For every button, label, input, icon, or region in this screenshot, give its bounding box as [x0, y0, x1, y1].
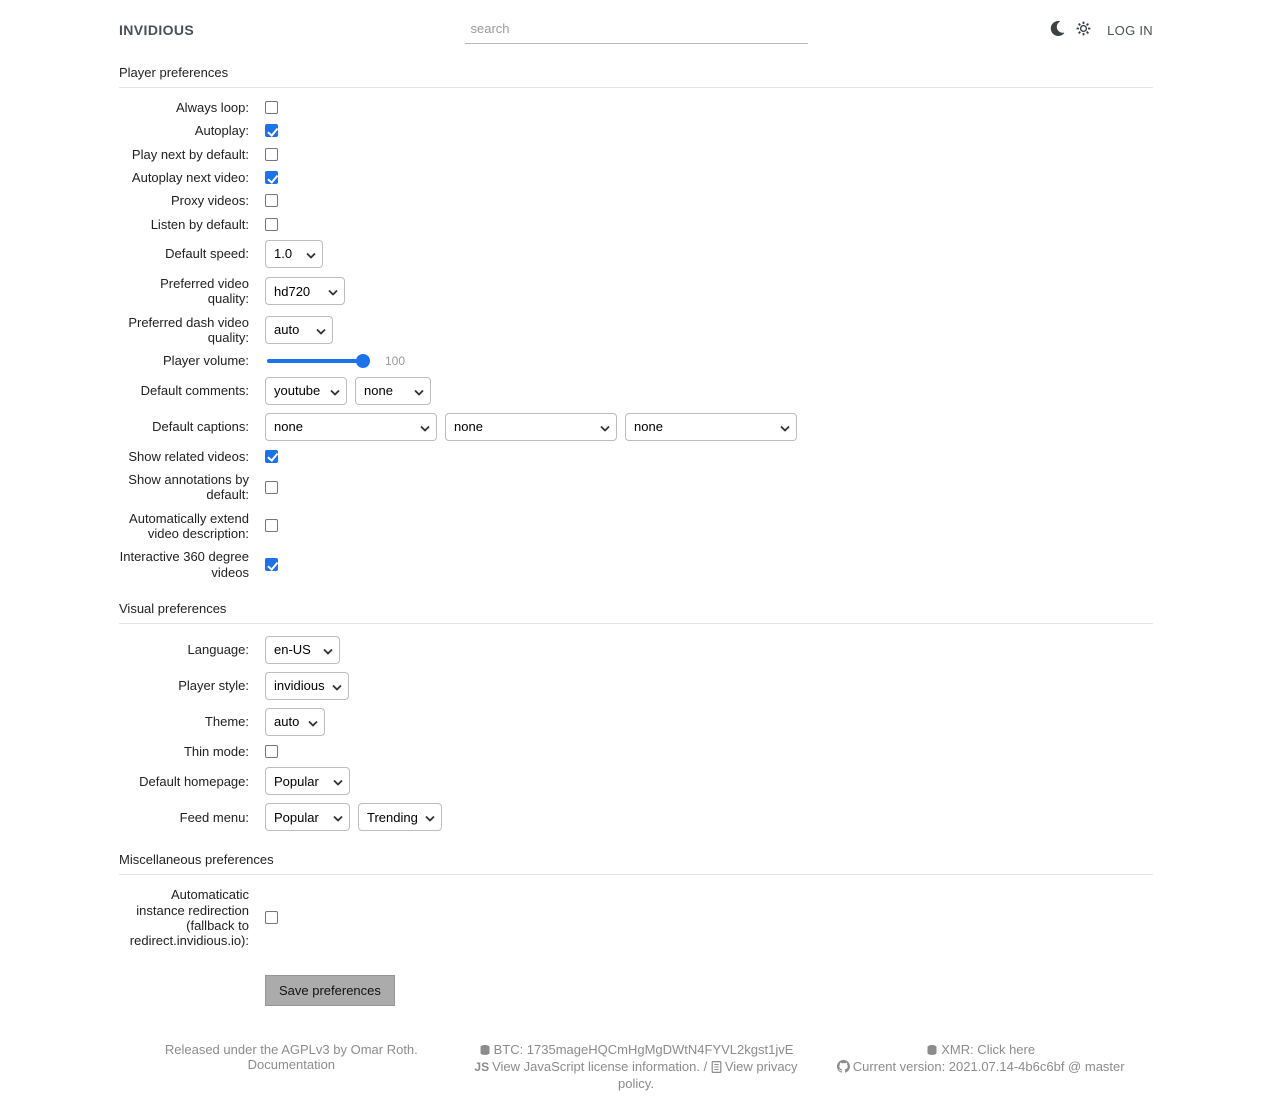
footer-middle: [464, 1042, 809, 1092]
homepage-select[interactable]: [265, 767, 350, 795]
version-text: Current version: 2021.07.14-4b6c6bf @ master: [852, 1058, 1125, 1074]
gear-icon: [1076, 21, 1091, 39]
pref-row-extend-description: [119, 511, 1153, 542]
log-in-link[interactable]: LOG IN: [1107, 22, 1153, 38]
autoplay-label: Autoplay:: [194, 123, 249, 139]
pref-row-annotations: [119, 472, 1153, 503]
save-preferences-button[interactable]: Save preferences: [265, 975, 395, 1006]
default-speed-label: Default speed:: [165, 246, 249, 262]
feed-menu-label: Feed menu:: [179, 809, 249, 825]
proxy-videos-checkbox[interactable]: [265, 194, 278, 207]
video-quality-select[interactable]: [265, 277, 345, 305]
annotations-checkbox[interactable]: [265, 481, 278, 494]
autoplay-next-label: Autoplay next video:: [131, 169, 249, 185]
volume-label: Player volume:: [163, 353, 249, 369]
comments-label: Default comments:: [140, 382, 249, 398]
topbar-actions: [903, 21, 1153, 39]
pref-row-thin-mode: [119, 744, 1153, 759]
thin-mode-label: Thin mode:: [183, 743, 249, 759]
extend-description-checkbox[interactable]: [265, 519, 278, 532]
vr360-label: Interactive 360 degree videos: [119, 549, 249, 580]
pref-row-homepage: [119, 767, 1153, 795]
pref-row-feed-menu: [119, 803, 1153, 831]
theme-label: Theme:: [204, 714, 249, 730]
pref-row-language: [119, 636, 1153, 664]
xmr-link[interactable]: XMR: Click here: [941, 1041, 1036, 1057]
theme-select[interactable]: [265, 708, 325, 736]
pref-row-play-next: [119, 147, 1153, 162]
js-icon: JS: [474, 1059, 490, 1074]
section-title-player: Player preferences: [119, 65, 1153, 88]
privacy-policy-link[interactable]: View privacy policy.: [618, 1058, 798, 1092]
dark-mode-toggle[interactable]: [1050, 21, 1065, 39]
moon-icon: [1050, 21, 1065, 39]
autoplay-checkbox[interactable]: [265, 124, 278, 137]
annotations-label: Show annotations by default:: [128, 471, 249, 503]
vr360-checkbox[interactable]: [265, 558, 278, 571]
footer-left: [119, 1042, 464, 1092]
captions-third-select[interactable]: [625, 413, 797, 441]
proxy-videos-label: Proxy videos:: [170, 193, 249, 209]
pref-row-video-quality: [119, 276, 1153, 307]
comments-second-select[interactable]: [355, 377, 431, 405]
listen-default-checkbox[interactable]: [265, 218, 278, 231]
pref-row-autoplay-next: [119, 170, 1153, 185]
pref-row-theme: [119, 708, 1153, 736]
preferences-button[interactable]: [1076, 21, 1091, 39]
pref-row-listen-default: [119, 217, 1153, 232]
footer-separator: /: [703, 1058, 708, 1074]
volume-value: 100: [385, 353, 406, 368]
thin-mode-checkbox[interactable]: [265, 745, 278, 758]
pref-row-captions: [119, 413, 1153, 441]
captions-label: Default captions:: [152, 418, 249, 434]
listen-default-label: Listen by default:: [150, 216, 249, 232]
pref-row-related-videos: [119, 449, 1153, 464]
section-title-misc: Miscellaneous preferences: [119, 852, 1153, 875]
top-navbar: [119, 0, 1153, 44]
player-style-label: Player style:: [178, 678, 249, 694]
slider-thumb[interactable]: [356, 354, 370, 368]
dash-quality-label: Preferred dash video quality:: [128, 314, 249, 345]
feed-menu-second-select[interactable]: [358, 803, 442, 831]
pref-row-volume: [119, 353, 1153, 368]
comments-first-select[interactable]: [265, 377, 347, 405]
file-icon: [711, 1061, 722, 1076]
extend-description-label: Automatically extend video description:: [129, 510, 249, 541]
documentation-link[interactable]: Documentation: [247, 1056, 336, 1072]
play-next-checkbox[interactable]: [265, 148, 278, 161]
search-area: [369, 16, 903, 44]
pref-row-vr360: [119, 549, 1153, 580]
language-label: Language:: [187, 642, 249, 658]
js-license-link[interactable]: View JavaScript license information.: [492, 1058, 700, 1074]
dash-quality-select[interactable]: [265, 316, 333, 344]
coin-icon: [926, 1044, 938, 1059]
pref-row-dash-quality: [119, 315, 1153, 346]
github-icon: [837, 1061, 850, 1076]
coin-icon: [479, 1044, 491, 1059]
footer-license-text: Released under the AGPLv3 by Omar Roth.: [164, 1041, 418, 1057]
related-videos-label: Show related videos:: [128, 448, 249, 464]
pref-row-autoplay: [119, 123, 1153, 138]
homepage-label: Default homepage:: [139, 773, 249, 789]
autoplay-next-checkbox[interactable]: [265, 171, 278, 184]
language-select[interactable]: [265, 636, 340, 664]
always-loop-label: Always loop:: [176, 100, 249, 115]
captions-second-select[interactable]: [445, 413, 617, 441]
section-title-visual: Visual preferences: [119, 601, 1153, 624]
pref-row-player-style: [119, 672, 1153, 700]
default-speed-select[interactable]: [265, 240, 323, 268]
pref-row-default-speed: [119, 240, 1153, 268]
player-style-select[interactable]: [265, 672, 349, 700]
feed-menu-first-select[interactable]: [265, 803, 350, 831]
pref-row-always-loop: [119, 100, 1153, 115]
pref-row-instance-redirect: [119, 887, 1153, 948]
btc-address: BTC: 1735mageHQCmHgMgDWtN4FYVL2kgst1jvE: [493, 1041, 794, 1057]
pref-row-comments: [119, 377, 1153, 405]
page-footer: [119, 1042, 1153, 1110]
pref-row-proxy-videos: [119, 193, 1153, 208]
brand-link[interactable]: INVIDIOUS: [119, 22, 195, 38]
instance-redirect-label: Automaticatic instance redirection (fallback to redirect.invidious.io):: [129, 887, 249, 949]
captions-first-select[interactable]: [265, 413, 437, 441]
footer-right: [808, 1042, 1153, 1092]
search-input[interactable]: [465, 16, 808, 44]
always-loop-checkbox[interactable]: [265, 101, 278, 114]
related-videos-checkbox[interactable]: [265, 450, 278, 463]
instance-redirect-checkbox[interactable]: [265, 911, 278, 924]
player-volume-slider[interactable]: [267, 359, 367, 363]
play-next-label: Play next by default:: [131, 146, 249, 162]
video-quality-label: Preferred video quality:: [160, 275, 249, 307]
